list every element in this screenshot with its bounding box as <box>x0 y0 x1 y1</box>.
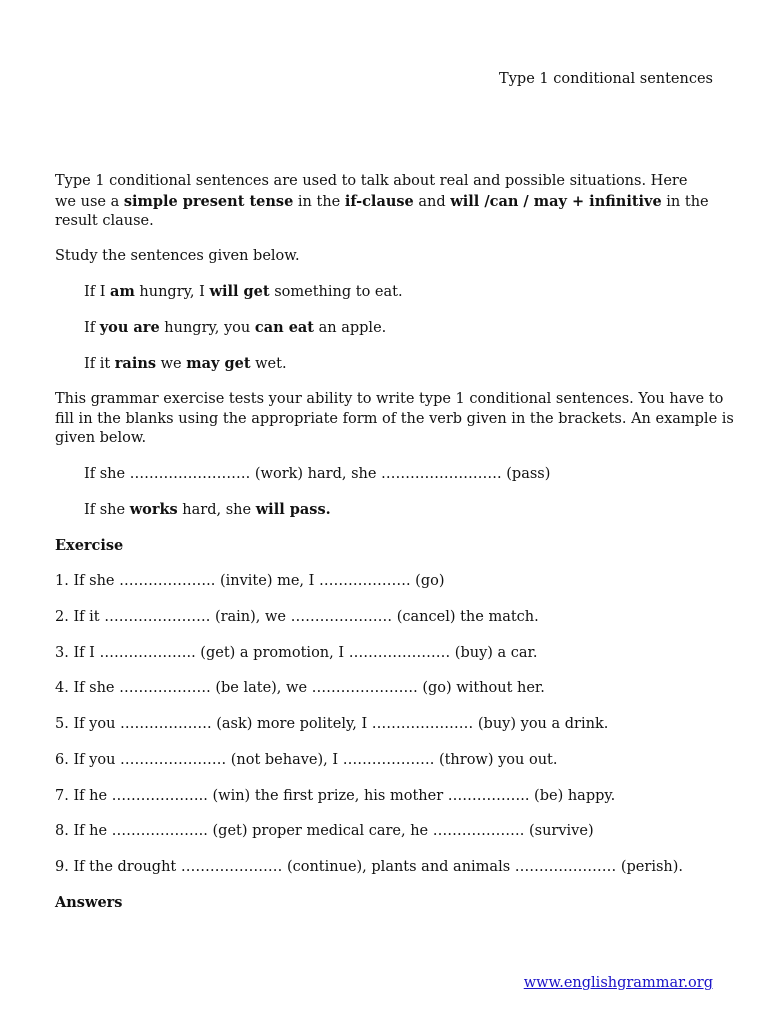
exercise-item: 5. If you ………………. (ask) more politely, I ………………… (buy) you a drink. <box>55 716 609 732</box>
exercise-item: 9. If the drought ………………… (continue), plants and animals ………………… (perish). <box>55 859 683 875</box>
exercise-item: 7. If he ……………….. (win) the first prize, his mother …………….. (be) happy. <box>55 788 616 804</box>
intro-paragraph <box>55 172 713 232</box>
intro-text-3: and <box>413 193 451 210</box>
exercise-item: 8. If he ……………….. (get) proper medical care, he ………………. (survive) <box>55 823 594 839</box>
intro-text-2: in the <box>293 193 345 210</box>
page-header-title: Type 1 conditional sentences <box>499 71 713 87</box>
example-sentence: If it rains we may get wet. <box>84 355 287 372</box>
intro-text-1: Type 1 conditional sentences are used to talk about real and possible situations. Here we use a <box>55 173 688 210</box>
sample-question: If she ……………………. (work) hard, she ……………………. (pass) <box>84 466 551 482</box>
intro-text-4: in the result clause. <box>55 193 709 229</box>
exercise-item: 3. If I ……………….. (get) a promotion, I ………………… (buy) a car. <box>55 645 538 661</box>
exercise-item: 2. If it …………………. (rain), we ………………… (cancel) the match. <box>55 609 539 625</box>
study-instruction: Study the sentences given below. <box>55 248 300 264</box>
example-sentence: If I am hungry, I will get something to eat. <box>84 283 403 300</box>
instructions-line-3: given below. <box>55 430 147 446</box>
instructions-line-1: This grammar exercise tests your ability to write type 1 conditional sentences. You have to <box>55 391 724 407</box>
exercise-item: 4. If she ………………. (be late), we …………………. (go) without her. <box>55 680 545 696</box>
sample-answer: If she works hard, she will pass. <box>84 501 331 518</box>
exercise-heading: Exercise <box>55 537 124 554</box>
website-link[interactable]: www.englishgrammar.org <box>523 975 713 991</box>
exercise-item: 6. If you …………………. (not behave), I ………………. (throw) you out. <box>55 752 558 768</box>
instructions-line-2: fill in the blanks using the appropriate form of the verb given in the brackets. An example is <box>55 410 734 427</box>
intro-bold-2: if-clause <box>344 192 414 210</box>
worksheet-page <box>55 0 734 1024</box>
intro-bold-3: will /can / may + infinitive <box>450 192 662 210</box>
footer <box>524 973 713 993</box>
intro-bold-1: simple present tense <box>123 192 294 210</box>
answers-heading: Answers <box>55 894 123 911</box>
example-sentence: If you are hungry, you can eat an apple. <box>84 319 387 336</box>
exercise-item: 1. If she ……………….. (invite) me, I ………………. (go) <box>55 573 445 589</box>
